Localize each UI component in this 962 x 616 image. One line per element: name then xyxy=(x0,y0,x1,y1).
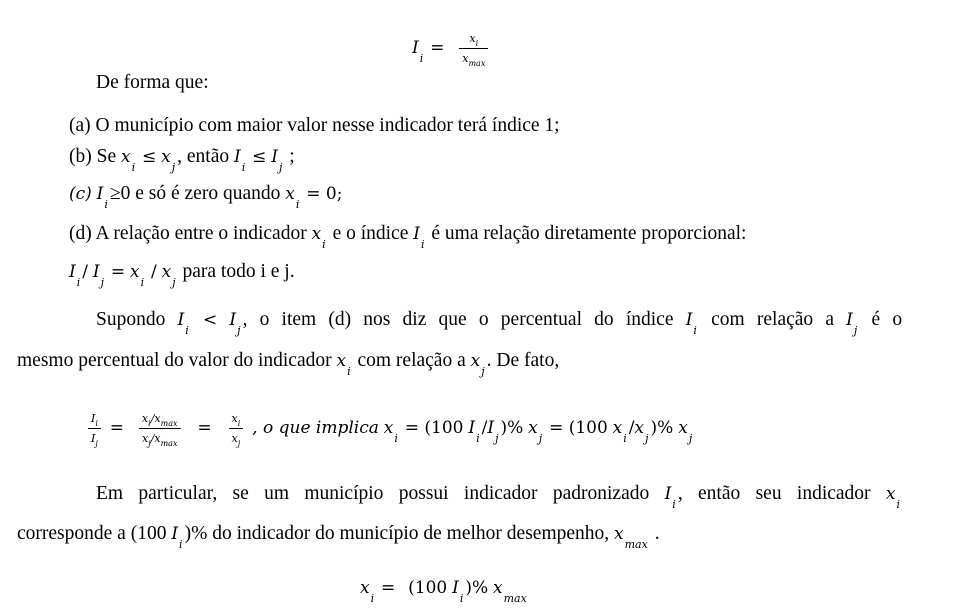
item-a: (a) O município com maior valor nesse indicador terá índice 1; xyxy=(69,115,560,136)
equation-1: $I_i$ = $\frac{x_i}{x_{max}}$ xyxy=(412,30,492,67)
ratio-line: $I_i/$ $I_j = x_i / x_j$ para todo i e j. xyxy=(69,261,295,289)
fraction: $\frac{x_i}{x_{max}}$ xyxy=(459,30,488,67)
fraction: $\frac{x_i/x_{max}}{x_j/x_{max}}$ xyxy=(139,410,181,447)
paragraph-1-line-2: mesmo percentual do valor do indicador $x_i$ com relação a $x_j$. De fato, xyxy=(17,350,560,378)
fraction: $\frac{I_i}{I_j}$ xyxy=(88,410,101,447)
intro-text: De forma que: xyxy=(96,72,209,93)
fraction: $\frac{x_i}{x_j}$ xyxy=(229,410,244,447)
paragraph-1-line-1: Supondo $I_i < I_j$, o item (d) nos diz que o percentual do índice $I_i$ com relação a $I_j$ é o xyxy=(96,309,903,337)
item-b: (b) Se $x_i \le x_j$, então $I_i \le I_j$ ; xyxy=(69,146,295,174)
item-d: (d) A relação entre o indicador $x_i$ e o índice $I_i$ é uma relação diretamente proporcional: xyxy=(69,223,747,251)
equation-2: $\frac{I_i}{I_j}$ = $\frac{x_i/x_{max}}{x_j/x_{max}}$ = $\frac{x_i}{x_j}$ , o que implica $x_i = (100$ $I_i/I_j)\%$ $x_j = (100$ $x_i/x_j)\%$ $x_j$ xyxy=(84,400,694,458)
equation-3: $x_i = (100$ $I_i)\%$ $x_{max}$ xyxy=(360,578,527,605)
paragraph-2-line-2: corresponde a (100 $I_i)\%$ do indicador do município de melhor desempenho, $x_{max}$ . xyxy=(17,523,660,551)
item-c: (c) $I_i\ge 0$ e só é zero quando $x_i = 0$; xyxy=(69,183,343,211)
paragraph-2-line-1: Em particular, se um município possui indicador padronizado $I_i$, então seu indicador $x_i$ xyxy=(96,483,900,511)
